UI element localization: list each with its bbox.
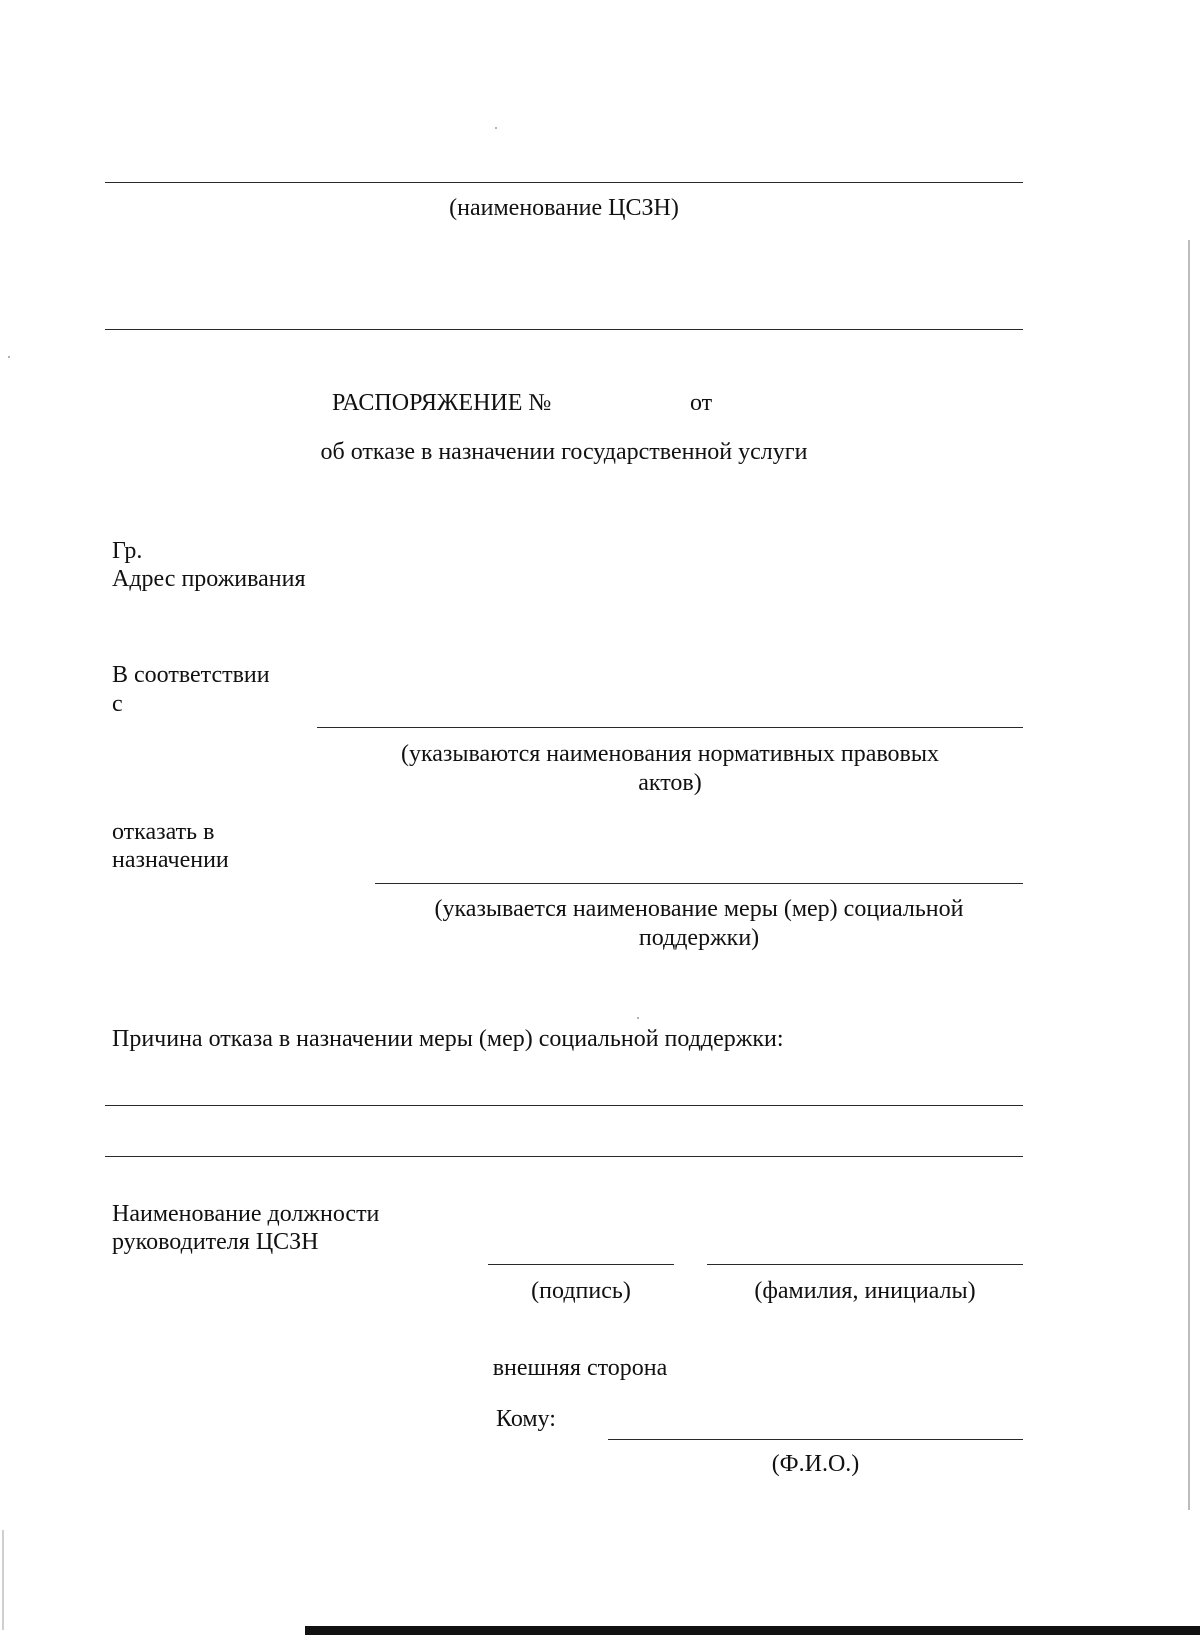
name-initials-caption: (фамилия, инициалы) — [754, 1278, 976, 1304]
scan-speck — [8, 356, 10, 358]
scan-bottom-edge — [305, 1626, 1200, 1635]
support-measure-line — [375, 883, 1023, 884]
legal-basis-label-1: В соответствии — [112, 662, 270, 688]
scan-speck — [637, 1017, 639, 1019]
addressee-fio-caption: (Ф.И.О.) — [771, 1451, 860, 1477]
org-name-line — [105, 182, 1023, 183]
addressee-line — [608, 1439, 1023, 1440]
head-position-label-2: руководителя ЦСЗН — [112, 1229, 319, 1255]
org-address-line — [105, 329, 1023, 330]
legal-basis-label-2: с — [112, 691, 123, 717]
signature-caption: (подпись) — [531, 1278, 631, 1304]
refuse-label-1: отказать в — [112, 819, 215, 845]
head-position-label-1: Наименование должности — [112, 1201, 380, 1227]
legal-basis-caption-2: актов) — [638, 770, 702, 796]
order-from-label: от — [690, 390, 713, 416]
name-initials-line — [707, 1264, 1023, 1265]
addressee-label: Кому: — [496, 1406, 556, 1432]
refusal-reason-label: Причина отказа в назначении меры (мер) социальной поддержки: — [112, 1026, 784, 1052]
refusal-reason-line-1 — [105, 1105, 1023, 1106]
signature-line — [488, 1264, 674, 1265]
scan-edge-right — [1188, 240, 1190, 1510]
legal-basis-caption-1: (указываются наименования нормативных правовых — [400, 741, 939, 767]
scan-edge-left — [2, 1530, 4, 1630]
order-subject: об отказе в назначении государственной услуги — [320, 439, 808, 465]
refuse-label-2: назначении — [112, 847, 229, 873]
refusal-reason-line-2 — [105, 1156, 1023, 1157]
external-side-label: внешняя сторона — [492, 1355, 668, 1381]
legal-basis-line — [317, 727, 1023, 728]
support-measure-caption-1: (указывается наименование меры (мер) социальной — [434, 896, 964, 922]
order-title: РАСПОРЯЖЕНИЕ № — [332, 390, 552, 416]
citizen-label: Гр. — [112, 538, 143, 564]
address-label: Адрес проживания — [112, 566, 306, 592]
scan-speck — [495, 127, 497, 129]
support-measure-caption-2: поддержки) — [638, 925, 760, 951]
org-name-caption: (наименование ЦСЗН) — [449, 195, 679, 221]
